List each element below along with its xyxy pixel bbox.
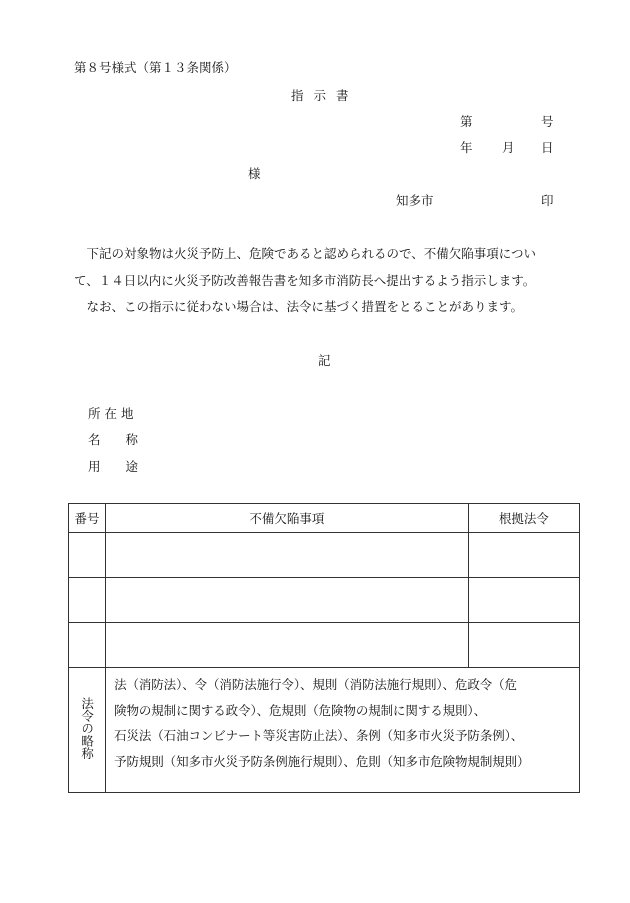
date-month: 月 — [502, 140, 515, 155]
document-title: 指示書 — [291, 88, 359, 103]
defects-table — [68, 503, 580, 793]
cell-law — [468, 533, 579, 578]
form-number: 第８号様式（第１３条関係） — [74, 60, 237, 75]
number-prefix: 第 — [460, 114, 473, 129]
abbreviation-line: 石災法（石油コンビナート等災害防止法）、条例（知多市火災予防条例）、 — [114, 728, 524, 743]
abbreviation-line: 予防規則（知多市火災予防条例施行規則）、危則（知多市危険物規制規則） — [114, 753, 530, 769]
seal-mark: 印 — [541, 193, 554, 208]
cell-number — [69, 533, 106, 578]
table-row — [69, 578, 580, 623]
table-row — [69, 623, 580, 668]
table-header-row — [69, 504, 580, 533]
abbreviation-text-cell — [106, 668, 580, 793]
abbreviation-line: 険物の規制に関する政令）、危規則（危険物の規制に関する規則）、 — [114, 702, 486, 718]
abbreviation-label-cell — [69, 668, 106, 793]
cell-number — [69, 623, 106, 668]
field-use — [88, 461, 138, 474]
field-name-label: 名 称 — [88, 432, 139, 447]
cell-defect — [106, 623, 469, 668]
header-number: 番号 — [69, 504, 106, 533]
cell-defect — [106, 533, 469, 578]
cell-defect — [106, 578, 469, 623]
header-law: 根拠法令 — [468, 504, 579, 533]
issuer-name: 知多市 — [396, 193, 434, 208]
field-location — [88, 408, 133, 421]
field-location-label: 所 在 地 — [88, 406, 134, 421]
header-defect: 不備欠陥事項 — [106, 504, 469, 533]
number-suffix: 号 — [541, 114, 554, 129]
field-name — [88, 434, 138, 447]
abbreviation-label: 法令の略称 — [79, 697, 95, 760]
cell-law — [468, 578, 579, 623]
ki-heading: 記 — [318, 353, 331, 368]
addressee-suffix: 様 — [248, 166, 261, 181]
cell-number — [69, 578, 106, 623]
body-line: 下記の対象物は火災予防上、危険であると認められるので、不備欠陥事項につい — [74, 246, 537, 261]
date-day: 日 — [541, 140, 554, 155]
table-row — [69, 533, 580, 578]
abbreviation-line: 法（消防法）、令（消防法施行令）、規則（消防法施行規則）、危政令（危 — [114, 677, 517, 692]
abbreviation-row — [69, 668, 580, 793]
date-year: 年 — [460, 140, 473, 155]
cell-law — [468, 623, 579, 668]
body-line: なお、この指示に従わない場合は、法令に基づく措置をとることがあります。 — [74, 299, 524, 314]
body-line: て、１４日以内に火災予防改善報告書を知多市消防長へ提出するよう指示します。 — [74, 273, 536, 288]
field-use-label: 用 途 — [88, 459, 139, 474]
